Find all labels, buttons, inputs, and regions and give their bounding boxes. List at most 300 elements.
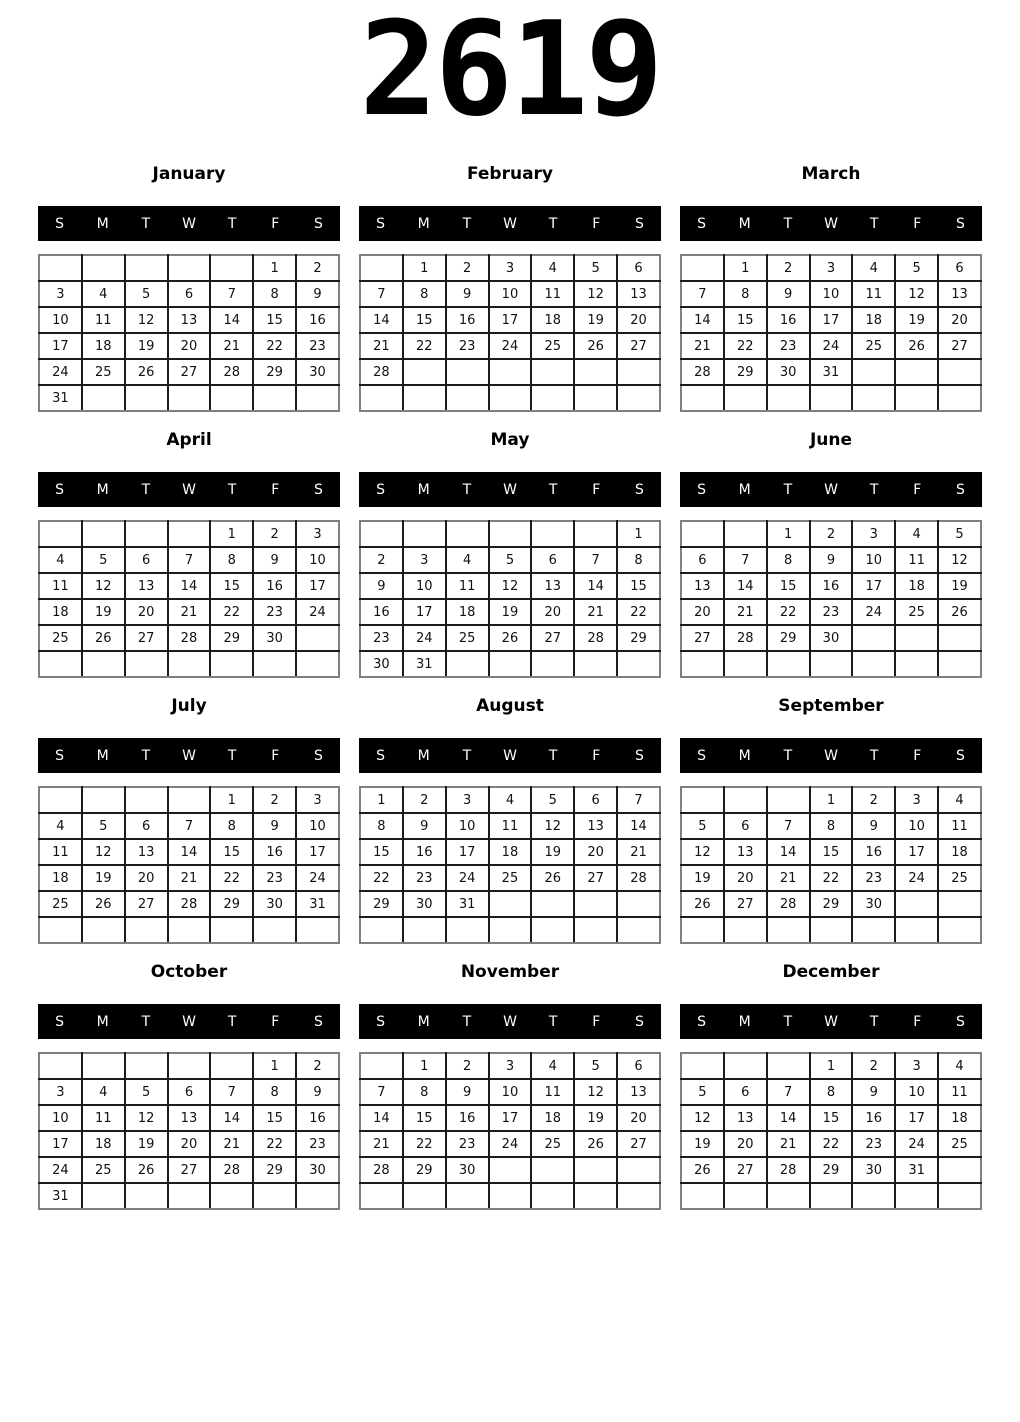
day-cell: 3	[852, 521, 895, 547]
day-cell: 16	[446, 1105, 489, 1131]
day-cell: 26	[938, 599, 981, 625]
weekday-header-bar	[680, 206, 982, 241]
day-cell	[531, 521, 574, 547]
week-row	[360, 787, 660, 813]
weekday-label: W	[503, 215, 517, 232]
calendar-table	[38, 786, 340, 944]
day-cell	[489, 1157, 532, 1183]
weekday-label: M	[417, 1013, 430, 1030]
day-cell	[852, 385, 895, 411]
day-cell	[82, 521, 125, 547]
weekday-header-bar	[359, 472, 661, 507]
week-row	[39, 651, 339, 677]
month-block	[38, 960, 340, 1210]
day-cell: 25	[489, 865, 532, 891]
day-cell: 6	[574, 787, 617, 813]
month-title: May	[490, 430, 530, 450]
day-cell: 31	[810, 359, 853, 385]
day-cell: 25	[531, 333, 574, 359]
day-cell	[82, 1183, 125, 1209]
day-cell: 19	[125, 1131, 168, 1157]
week-row	[681, 787, 981, 813]
day-cell: 15	[767, 573, 810, 599]
weekday-label: W	[824, 1013, 838, 1030]
day-cell: 7	[360, 1079, 403, 1105]
weekday-header-bar	[38, 472, 340, 507]
day-cell	[125, 917, 168, 943]
weekday-label: T	[548, 215, 558, 232]
day-cell: 9	[446, 1079, 489, 1105]
day-cell	[125, 1183, 168, 1209]
weekday-label: S	[955, 1013, 965, 1030]
day-cell: 28	[168, 625, 211, 651]
day-cell: 27	[724, 891, 767, 917]
week-row	[39, 307, 339, 333]
day-cell: 11	[39, 573, 82, 599]
day-cell: 5	[82, 547, 125, 573]
weekday-label: S	[697, 215, 707, 232]
day-cell: 29	[403, 1157, 446, 1183]
day-cell: 23	[446, 333, 489, 359]
day-cell	[446, 917, 489, 943]
day-cell: 9	[810, 547, 853, 573]
weekday-label: F	[592, 481, 601, 498]
day-cell: 17	[403, 599, 446, 625]
calendar-table	[359, 254, 661, 412]
day-cell	[168, 385, 211, 411]
week-row	[681, 1053, 981, 1079]
weekday-header-bar	[359, 738, 661, 773]
day-cell: 24	[895, 1131, 938, 1157]
weekday-label: S	[55, 747, 65, 764]
weekday-label: M	[738, 1013, 751, 1030]
day-cell: 8	[253, 1079, 296, 1105]
day-cell	[168, 651, 211, 677]
day-cell: 30	[852, 891, 895, 917]
day-cell: 23	[852, 1131, 895, 1157]
day-cell: 20	[724, 865, 767, 891]
weekday-label: S	[634, 215, 644, 232]
day-cell: 4	[39, 547, 82, 573]
day-cell	[767, 1053, 810, 1079]
day-cell: 7	[767, 1079, 810, 1105]
day-cell	[531, 1157, 574, 1183]
day-cell: 15	[403, 307, 446, 333]
day-cell: 10	[39, 307, 82, 333]
day-cell	[938, 891, 981, 917]
day-cell: 15	[210, 573, 253, 599]
day-cell	[125, 1053, 168, 1079]
day-cell: 20	[938, 307, 981, 333]
day-cell: 23	[852, 865, 895, 891]
day-cell: 13	[574, 813, 617, 839]
day-cell: 19	[489, 599, 532, 625]
weekday-label: F	[271, 747, 280, 764]
day-cell: 2	[446, 1053, 489, 1079]
day-cell	[531, 359, 574, 385]
week-row	[360, 917, 660, 943]
week-row	[360, 255, 660, 281]
week-row	[360, 865, 660, 891]
day-cell: 11	[82, 307, 125, 333]
day-cell: 9	[253, 547, 296, 573]
day-cell	[39, 917, 82, 943]
day-cell: 10	[39, 1105, 82, 1131]
month-title: October	[150, 962, 228, 982]
day-cell: 22	[253, 333, 296, 359]
day-cell: 1	[253, 255, 296, 281]
day-cell: 26	[82, 625, 125, 651]
weekday-label: T	[783, 481, 793, 498]
day-cell: 30	[296, 359, 339, 385]
weekday-label: T	[869, 747, 879, 764]
day-cell	[210, 385, 253, 411]
day-cell: 11	[82, 1105, 125, 1131]
day-cell: 1	[724, 255, 767, 281]
day-cell	[574, 917, 617, 943]
week-row	[360, 521, 660, 547]
day-cell	[938, 359, 981, 385]
day-cell	[681, 917, 724, 943]
day-cell: 6	[617, 1053, 660, 1079]
weekday-label: S	[313, 215, 323, 232]
week-row	[39, 359, 339, 385]
day-cell: 28	[168, 891, 211, 917]
day-cell: 10	[489, 281, 532, 307]
day-cell	[724, 385, 767, 411]
day-cell: 3	[489, 255, 532, 281]
day-cell: 12	[681, 839, 724, 865]
day-cell: 23	[296, 1131, 339, 1157]
week-row	[39, 1105, 339, 1131]
day-cell: 17	[810, 307, 853, 333]
week-row	[681, 359, 981, 385]
week-row	[360, 599, 660, 625]
day-cell	[938, 1183, 981, 1209]
day-cell	[724, 1183, 767, 1209]
day-cell	[296, 917, 339, 943]
day-cell: 13	[125, 573, 168, 599]
day-cell: 28	[210, 359, 253, 385]
day-cell: 5	[531, 787, 574, 813]
day-cell: 4	[531, 1053, 574, 1079]
day-cell	[852, 359, 895, 385]
day-cell: 29	[360, 891, 403, 917]
day-cell: 1	[767, 521, 810, 547]
day-cell: 20	[617, 307, 660, 333]
day-cell	[210, 255, 253, 281]
day-cell: 30	[767, 359, 810, 385]
day-cell: 27	[531, 625, 574, 651]
day-cell: 19	[574, 1105, 617, 1131]
day-cell: 29	[210, 625, 253, 651]
day-cell: 12	[895, 281, 938, 307]
day-cell	[810, 917, 853, 943]
day-cell: 8	[810, 1079, 853, 1105]
day-cell: 10	[489, 1079, 532, 1105]
day-cell	[39, 787, 82, 813]
day-cell: 27	[168, 359, 211, 385]
day-cell	[446, 651, 489, 677]
day-cell	[489, 521, 532, 547]
day-cell: 6	[724, 813, 767, 839]
weekday-header-bar	[680, 1004, 982, 1039]
weekday-label: F	[913, 1013, 922, 1030]
weekday-label: S	[55, 1013, 65, 1030]
day-cell: 6	[724, 1079, 767, 1105]
weekday-header-bar	[680, 472, 982, 507]
day-cell: 13	[125, 839, 168, 865]
day-cell: 19	[82, 865, 125, 891]
day-cell: 15	[617, 573, 660, 599]
day-cell	[125, 521, 168, 547]
day-cell: 4	[938, 1053, 981, 1079]
day-cell	[574, 385, 617, 411]
weekday-label: W	[824, 747, 838, 764]
weekday-label: S	[376, 747, 386, 764]
day-cell	[938, 385, 981, 411]
day-cell	[168, 1183, 211, 1209]
day-cell	[82, 385, 125, 411]
day-cell: 18	[938, 1105, 981, 1131]
day-cell	[895, 651, 938, 677]
day-cell: 19	[531, 839, 574, 865]
day-cell: 17	[489, 307, 532, 333]
day-cell: 12	[82, 839, 125, 865]
weekday-label: S	[955, 481, 965, 498]
week-row	[360, 547, 660, 573]
week-row	[681, 573, 981, 599]
day-cell	[938, 1157, 981, 1183]
day-cell	[617, 891, 660, 917]
calendar-table	[680, 1052, 982, 1210]
day-cell	[253, 385, 296, 411]
day-cell: 23	[253, 865, 296, 891]
day-cell	[125, 385, 168, 411]
weekday-label: S	[955, 747, 965, 764]
day-cell	[168, 787, 211, 813]
day-cell	[767, 385, 810, 411]
day-cell: 20	[574, 839, 617, 865]
day-cell: 30	[253, 891, 296, 917]
day-cell	[574, 359, 617, 385]
day-cell: 27	[125, 891, 168, 917]
week-row	[39, 1131, 339, 1157]
day-cell: 12	[681, 1105, 724, 1131]
day-cell: 10	[895, 1079, 938, 1105]
weekday-label: S	[697, 1013, 707, 1030]
day-cell: 18	[531, 307, 574, 333]
day-cell: 20	[125, 865, 168, 891]
day-cell: 12	[574, 1079, 617, 1105]
weekday-label: T	[869, 1013, 879, 1030]
day-cell: 30	[852, 1157, 895, 1183]
day-cell: 3	[39, 281, 82, 307]
day-cell: 4	[852, 255, 895, 281]
weekday-label: T	[783, 215, 793, 232]
day-cell	[296, 651, 339, 677]
week-row	[360, 839, 660, 865]
day-cell: 19	[895, 307, 938, 333]
day-cell: 24	[895, 865, 938, 891]
day-cell	[210, 1183, 253, 1209]
day-cell: 16	[446, 307, 489, 333]
day-cell: 21	[210, 1131, 253, 1157]
day-cell: 29	[210, 891, 253, 917]
day-cell: 28	[767, 891, 810, 917]
day-cell: 15	[253, 1105, 296, 1131]
weekday-label: F	[271, 481, 280, 498]
day-cell: 15	[810, 1105, 853, 1131]
day-cell: 24	[39, 359, 82, 385]
day-cell: 19	[574, 307, 617, 333]
weekday-label: W	[824, 215, 838, 232]
day-cell: 6	[681, 547, 724, 573]
weekday-label: W	[503, 747, 517, 764]
day-cell: 20	[531, 599, 574, 625]
day-cell: 31	[446, 891, 489, 917]
day-cell: 2	[296, 1053, 339, 1079]
weekday-label: W	[182, 481, 196, 498]
day-cell: 10	[296, 813, 339, 839]
day-cell: 28	[574, 625, 617, 651]
day-cell: 11	[895, 547, 938, 573]
day-cell: 26	[531, 865, 574, 891]
weekday-label: S	[697, 747, 707, 764]
day-cell: 12	[489, 573, 532, 599]
day-cell: 26	[681, 1157, 724, 1183]
day-cell: 22	[403, 1131, 446, 1157]
week-row	[681, 1157, 981, 1183]
weekday-label: F	[271, 215, 280, 232]
day-cell: 11	[531, 281, 574, 307]
weekday-label: T	[227, 747, 237, 764]
day-cell: 22	[617, 599, 660, 625]
day-cell: 2	[767, 255, 810, 281]
day-cell	[489, 891, 532, 917]
day-cell: 22	[810, 865, 853, 891]
day-cell: 6	[617, 255, 660, 281]
weekday-label: S	[955, 215, 965, 232]
weekday-label: S	[376, 1013, 386, 1030]
week-row	[681, 307, 981, 333]
day-cell: 4	[82, 1079, 125, 1105]
day-cell: 25	[938, 865, 981, 891]
month-block	[38, 694, 340, 944]
day-cell: 23	[253, 599, 296, 625]
day-cell	[489, 651, 532, 677]
month-title: July	[171, 696, 207, 716]
weekday-label: M	[96, 481, 109, 498]
weekday-label: S	[376, 215, 386, 232]
weekday-header-bar	[680, 738, 982, 773]
day-cell: 22	[253, 1131, 296, 1157]
day-cell	[168, 255, 211, 281]
month-block	[38, 428, 340, 678]
day-cell: 14	[617, 813, 660, 839]
day-cell	[296, 1183, 339, 1209]
day-cell: 16	[253, 839, 296, 865]
day-cell	[210, 917, 253, 943]
day-cell: 23	[810, 599, 853, 625]
day-cell: 2	[446, 255, 489, 281]
day-cell: 31	[895, 1157, 938, 1183]
weekday-label: S	[697, 481, 707, 498]
day-cell	[296, 385, 339, 411]
day-cell: 29	[724, 359, 767, 385]
week-row	[360, 1183, 660, 1209]
week-row	[39, 1079, 339, 1105]
day-cell: 26	[574, 333, 617, 359]
weekday-label: T	[869, 481, 879, 498]
day-cell: 8	[210, 547, 253, 573]
day-cell: 5	[489, 547, 532, 573]
weekday-label: W	[182, 1013, 196, 1030]
day-cell: 9	[446, 281, 489, 307]
day-cell: 14	[210, 307, 253, 333]
day-cell	[810, 385, 853, 411]
day-cell: 25	[531, 1131, 574, 1157]
day-cell: 30	[296, 1157, 339, 1183]
day-cell	[724, 787, 767, 813]
day-cell: 18	[446, 599, 489, 625]
day-cell: 4	[895, 521, 938, 547]
day-cell: 20	[681, 599, 724, 625]
day-cell: 21	[168, 865, 211, 891]
weekday-label: F	[592, 215, 601, 232]
day-cell: 3	[446, 787, 489, 813]
day-cell	[574, 1183, 617, 1209]
weekday-header-bar	[359, 206, 661, 241]
day-cell: 4	[531, 255, 574, 281]
day-cell: 14	[724, 573, 767, 599]
day-cell	[489, 385, 532, 411]
day-cell: 25	[852, 333, 895, 359]
day-cell	[895, 625, 938, 651]
day-cell: 26	[895, 333, 938, 359]
day-cell: 11	[531, 1079, 574, 1105]
day-cell: 9	[296, 281, 339, 307]
day-cell: 9	[253, 813, 296, 839]
day-cell: 20	[724, 1131, 767, 1157]
day-cell	[895, 1183, 938, 1209]
day-cell: 5	[895, 255, 938, 281]
day-cell: 1	[810, 787, 853, 813]
day-cell	[617, 1183, 660, 1209]
week-row	[360, 813, 660, 839]
day-cell: 11	[446, 573, 489, 599]
day-cell: 31	[39, 385, 82, 411]
weekday-label: F	[913, 481, 922, 498]
day-cell: 28	[767, 1157, 810, 1183]
day-cell: 12	[82, 573, 125, 599]
day-cell: 15	[210, 839, 253, 865]
day-cell: 9	[360, 573, 403, 599]
day-cell: 27	[617, 333, 660, 359]
day-cell: 31	[39, 1183, 82, 1209]
day-cell	[681, 1183, 724, 1209]
day-cell: 21	[574, 599, 617, 625]
day-cell: 29	[810, 1157, 853, 1183]
week-row	[39, 333, 339, 359]
week-row	[39, 813, 339, 839]
month-block	[680, 162, 982, 412]
day-cell: 29	[253, 359, 296, 385]
week-row	[39, 573, 339, 599]
day-cell: 27	[125, 625, 168, 651]
day-cell: 26	[681, 891, 724, 917]
day-cell	[617, 917, 660, 943]
